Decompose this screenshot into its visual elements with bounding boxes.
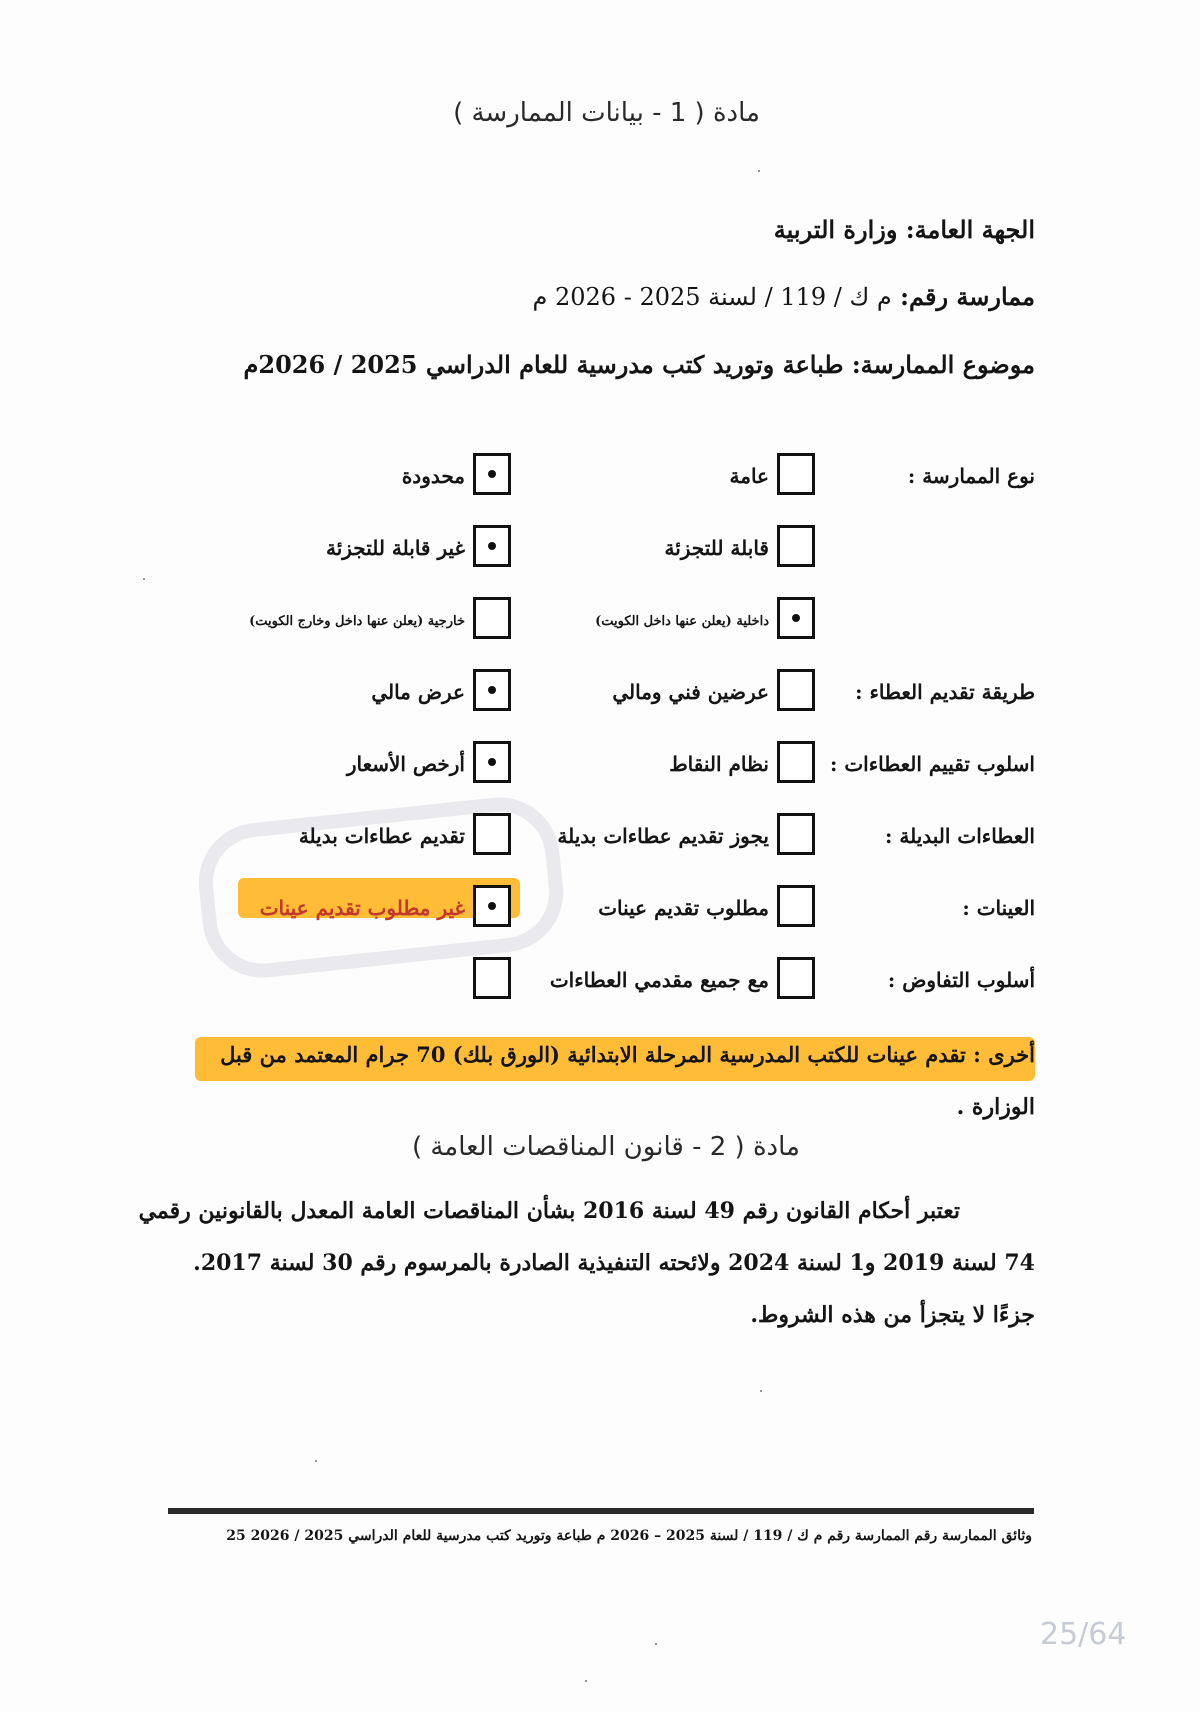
row-label: أسلوب التفاوض : bbox=[887, 968, 1035, 992]
tender-number-label: ممارسة رقم: bbox=[900, 282, 1035, 311]
option-label: خارجية (يعلن عنها داخل وخارج الكويت) bbox=[249, 614, 465, 629]
checkbox[interactable] bbox=[777, 813, 815, 855]
subject-label: موضوع الممارسة: bbox=[851, 350, 1035, 379]
article-2-title: مادة ( 2 - قانون المناقصات العامة ) bbox=[411, 1132, 800, 1162]
entity-label: الجهة العامة: bbox=[905, 215, 1035, 244]
row-label: العينات : bbox=[962, 896, 1035, 920]
checkbox-checked[interactable] bbox=[473, 453, 511, 495]
option-label: محدودة bbox=[401, 464, 465, 488]
footer-rule bbox=[168, 1508, 1034, 1514]
option-label: داخلية (يعلن عنها داخل الكويت) bbox=[595, 614, 769, 629]
article-1-title: مادة ( 1 - بيانات الممارسة ) bbox=[453, 98, 760, 128]
option-label: قابلة للتجزئة bbox=[664, 536, 769, 560]
article-2-line-3: جزءًا لا يتجزأ من هذه الشروط. bbox=[750, 1302, 1035, 1328]
scan-speck bbox=[760, 1390, 762, 1392]
option-label: تقديم عطاءات بديلة bbox=[298, 824, 465, 848]
option-label: عرضين فني ومالي bbox=[612, 680, 769, 704]
article-2-line-2: 74 لسنة 2019 و1 لسنة 2024 ولائحته التنفيذية الصادرة بالمرسوم رقم 30 لسنة 2017. bbox=[193, 1250, 1035, 1276]
option-label: غير مطلوب تقديم عينات bbox=[259, 896, 465, 920]
checkbox[interactable] bbox=[473, 957, 511, 999]
checkbox[interactable] bbox=[777, 525, 815, 567]
row-label: نوع الممارسة : bbox=[907, 464, 1035, 488]
subject-value: طباعة وتوريد كتب مدرسية للعام الدراسي 2025 / 2026م bbox=[243, 350, 844, 379]
option-label: مطلوب تقديم عينات bbox=[598, 896, 769, 920]
option-label: مع جميع مقدمي العطاءات bbox=[549, 968, 769, 992]
checkbox[interactable] bbox=[473, 813, 511, 855]
hand-drawn-circle bbox=[193, 792, 569, 984]
checkbox[interactable] bbox=[777, 957, 815, 999]
scan-speck bbox=[655, 1643, 657, 1645]
option-label: أرخص الأسعار bbox=[346, 752, 465, 776]
scan-speck bbox=[315, 1460, 317, 1462]
checkbox-checked[interactable] bbox=[473, 885, 511, 927]
subject-field bbox=[244, 350, 1035, 379]
other-line-1: أخرى : تقدم عينات للكتب المدرسية المرحلة الابتدائية (الورق بلك) 70 جرام المعتمد من قبل bbox=[220, 1042, 1035, 1067]
scan-speck bbox=[585, 1680, 587, 1682]
checkbox[interactable] bbox=[777, 453, 815, 495]
checkbox-checked[interactable] bbox=[777, 597, 815, 639]
page-indicator: 25/64 bbox=[1040, 1617, 1127, 1652]
scan-speck bbox=[143, 578, 145, 580]
option-label: نظام النقاط bbox=[669, 752, 769, 776]
option-label: غير قابلة للتجزئة bbox=[325, 536, 465, 560]
footer-text: وثائق الممارسة رقم الممارسة رقم م ك / 119 / لسنة 2025 – 2026 م طباعة وتوريد كتب مدرسية للعام الدراسي 2025 / 2026 25 bbox=[226, 1528, 1032, 1544]
other-line-2: الوزارة . bbox=[956, 1094, 1035, 1120]
tender-number-field bbox=[533, 282, 1036, 311]
option-label: عامة bbox=[729, 464, 769, 488]
checkbox[interactable] bbox=[777, 669, 815, 711]
article-2-line-1: تعتبر أحكام القانون رقم 49 لسنة 2016 بشأن المناقصات العامة المعدل بالقانونين رقمي bbox=[138, 1198, 960, 1224]
checkbox[interactable] bbox=[777, 741, 815, 783]
option-label: عرض مالي bbox=[371, 680, 465, 704]
entity-value: وزارة التربية bbox=[773, 215, 898, 244]
checkbox-checked[interactable] bbox=[473, 525, 511, 567]
entity-field bbox=[774, 215, 1035, 244]
scan-speck bbox=[758, 170, 760, 172]
tender-number-value: م ك / 119 / لسنة 2025 - 2026 م bbox=[532, 283, 892, 311]
checkbox[interactable] bbox=[473, 597, 511, 639]
option-label: يجوز تقديم عطاءات بديلة bbox=[557, 824, 769, 848]
row-label: العطاءات البديلة : bbox=[885, 824, 1035, 848]
checkbox[interactable] bbox=[777, 885, 815, 927]
checkbox-checked[interactable] bbox=[473, 741, 511, 783]
row-label: اسلوب تقييم العطاءات : bbox=[829, 752, 1035, 776]
row-label: طريقة تقديم العطاء : bbox=[855, 680, 1035, 704]
checkbox-checked[interactable] bbox=[473, 669, 511, 711]
